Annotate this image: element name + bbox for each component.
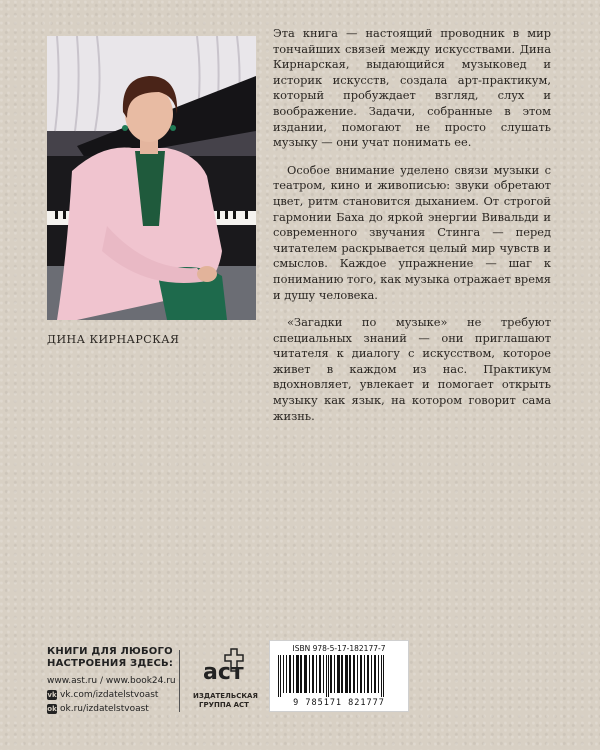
barcode-number: 9 785171 821777 — [293, 698, 385, 708]
publisher-caption-line-2: ГРУППА АСТ — [199, 701, 249, 709]
footer-divider — [179, 650, 180, 712]
isbn-label: ISBN 978-5-17-182177-7 — [292, 644, 386, 653]
barcode-bars — [276, 655, 402, 697]
publisher-caption-line-1: ИЗДАТЕЛЬСКАЯ — [193, 692, 258, 700]
description-paragraph-3: «Загадки по музыке» не требуют специальных знаний — они приглашают читателя к диалогу с искусством, которое живет в каждом из нас. Практикум вдохновляет, увлекает и помогает открыть музыку как язык, на котором говорит сама жизнь. — [273, 315, 551, 423]
description-paragraph-1: Эта книга — настоящий проводник в мир тончайших связей между искусствами. Дина Кирнарская, выдающийся музыковед и историк искусств, создала арт-практикум, который пробуждает взгляд, слух и воображение. Задачи, собранные в этом издании, помогают не просто слушать музыку — они учат понимать ее. — [273, 26, 551, 150]
svg-text:аст: аст — [203, 660, 244, 685]
ok-icon: ok — [47, 705, 57, 713]
ok-link[interactable]: ok.ru/izdatelstvoast — [60, 704, 149, 714]
author-photo — [47, 36, 256, 320]
vk-icon: vk — [47, 691, 57, 699]
footer-title-line-1: КНИГИ ДЛЯ ЛЮБОГО — [47, 646, 173, 657]
isbn-barcode — [269, 640, 409, 712]
footer-links — [47, 646, 187, 716]
footer-websites[interactable] — [47, 674, 187, 688]
description-paragraph-2: Особое внимание уделено связи музыки с театром, кино и живописью: звуки обретают цвет, ритм становится дыханием. От строгой гармонии Баха до яркой энергии Вивальди и современного звучания Стинга — перед читателем раскрывается целый мир чувств и смыслов. Каждое упражнение — шаг к пониманию того, как музыка отражает время и душу человека. — [273, 162, 551, 302]
vk-link[interactable]: vk.com/izdatelstvoast — [60, 690, 159, 700]
websites-link[interactable]: www.ast.ru / www.book24.ru — [47, 676, 176, 686]
author-name: ДИНА КИРНАРСКАЯ — [47, 333, 180, 346]
footer-vk[interactable] — [47, 688, 187, 702]
author-portrait-illustration — [47, 36, 256, 320]
footer-ok[interactable] — [47, 702, 187, 716]
footer-title-line-2: НАСТРОЕНИЯ ЗДЕСЬ: — [47, 658, 174, 669]
ast-logo-icon — [193, 647, 255, 691]
book-description — [273, 26, 551, 436]
publisher-caption — [193, 692, 258, 710]
